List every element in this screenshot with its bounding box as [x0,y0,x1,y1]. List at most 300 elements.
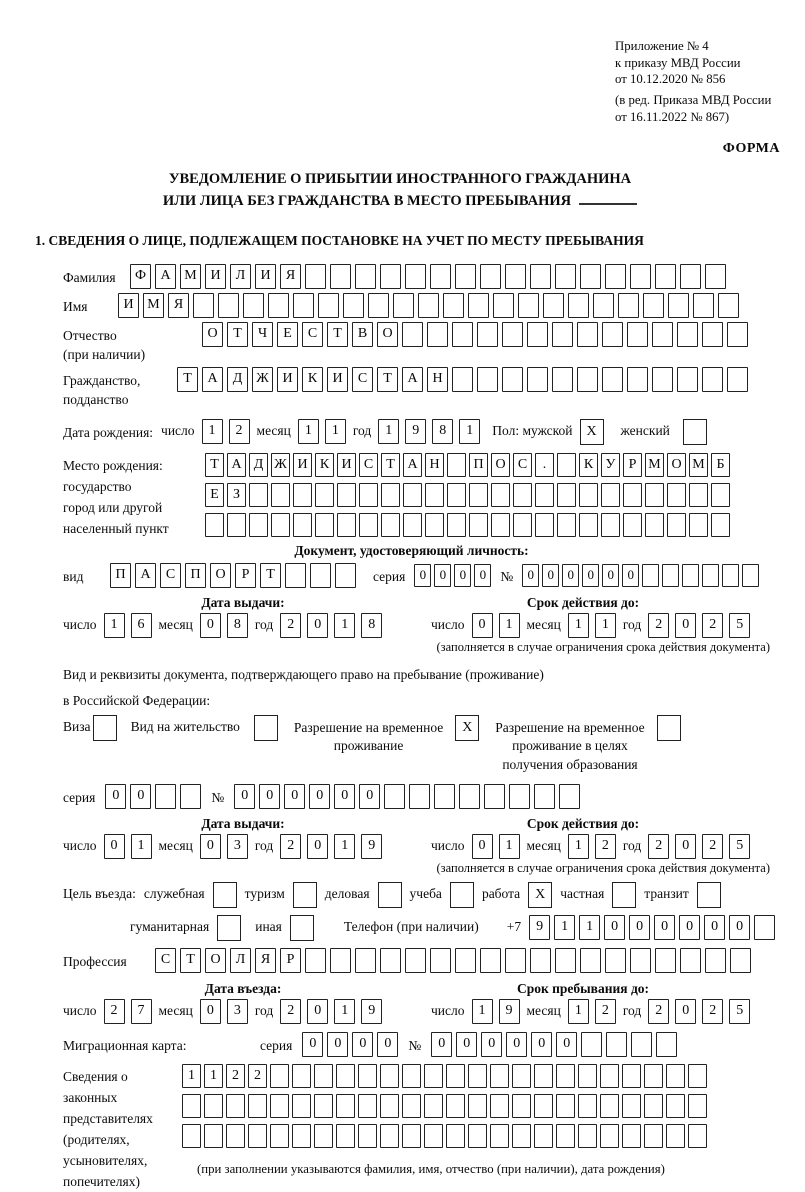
char-box[interactable]: Я [280,264,301,289]
char-box[interactable] [405,948,426,973]
char-box[interactable]: 5 [729,999,750,1024]
char-box[interactable]: 0 [327,1032,348,1057]
char-box[interactable] [380,264,401,289]
char-box[interactable]: 0 [284,784,305,809]
char-box[interactable] [310,563,331,588]
char-box[interactable] [468,1094,487,1118]
char-box[interactable] [468,293,489,318]
char-box[interactable] [402,1094,421,1118]
char-box[interactable] [335,563,356,588]
char-box[interactable] [668,293,689,318]
char-box[interactable] [742,564,759,587]
char-box[interactable] [292,1064,311,1088]
char-box[interactable]: Ф [130,264,151,289]
char-box[interactable]: 0 [434,564,451,587]
char-box[interactable] [305,948,326,973]
char-box[interactable] [459,784,480,809]
char-box[interactable]: О [667,453,686,477]
char-box[interactable]: 0 [675,999,696,1024]
char-box[interactable] [285,563,306,588]
char-box[interactable] [602,367,623,392]
char-box[interactable]: 8 [432,419,453,444]
char-box[interactable] [180,784,201,809]
char-box[interactable]: Н [425,453,444,477]
char-box[interactable] [722,564,739,587]
char-box[interactable]: 0 [481,1032,502,1057]
char-box[interactable] [402,322,423,347]
char-box[interactable] [409,784,430,809]
char-box[interactable] [682,564,699,587]
char-box[interactable] [402,1124,421,1148]
char-box[interactable] [314,1094,333,1118]
char-box[interactable]: 2 [104,999,125,1024]
char-box[interactable] [680,948,701,973]
char-box[interactable]: 1 [298,419,319,444]
char-box[interactable] [270,1124,289,1148]
char-box[interactable] [418,293,439,318]
char-box[interactable]: Р [623,453,642,477]
char-box[interactable]: 2 [702,613,723,638]
char-box[interactable] [393,293,414,318]
char-box[interactable]: 0 [130,784,151,809]
sex-male-checkbox[interactable]: X [580,419,604,445]
char-box[interactable]: П [110,563,131,588]
purpose-commercial-checkbox[interactable] [378,882,402,908]
char-box[interactable] [271,513,290,537]
char-box[interactable] [559,784,580,809]
char-box[interactable] [600,1124,619,1148]
char-box[interactable]: 0 [104,834,125,859]
char-box[interactable] [754,915,775,940]
char-box[interactable] [578,1124,597,1148]
char-box[interactable] [218,293,239,318]
char-box[interactable] [455,948,476,973]
char-box[interactable]: 0 [105,784,126,809]
char-box[interactable] [552,367,573,392]
char-box[interactable] [505,948,526,973]
char-box[interactable] [568,293,589,318]
char-box[interactable] [555,948,576,973]
char-box[interactable]: 0 [675,834,696,859]
char-box[interactable]: 0 [622,564,639,587]
char-box[interactable] [655,948,676,973]
char-box[interactable] [480,264,501,289]
char-box[interactable] [424,1124,443,1148]
char-box[interactable] [293,483,312,507]
char-box[interactable]: 0 [542,564,559,587]
char-box[interactable]: К [315,453,334,477]
char-box[interactable] [447,453,466,477]
char-box[interactable]: 0 [472,834,493,859]
char-box[interactable] [702,564,719,587]
char-box[interactable]: 0 [307,613,328,638]
char-box[interactable]: М [143,293,164,318]
char-box[interactable]: 0 [729,915,750,940]
char-box[interactable]: 1 [202,419,223,444]
char-box[interactable] [502,322,523,347]
char-box[interactable]: Л [230,948,251,973]
char-box[interactable] [490,1124,509,1148]
char-box[interactable]: Т [227,322,248,347]
char-box[interactable] [680,264,701,289]
purpose-work-checkbox[interactable]: X [528,882,552,908]
char-box[interactable] [518,293,539,318]
char-box[interactable] [452,367,473,392]
char-box[interactable] [656,1032,677,1057]
char-box[interactable] [534,1124,553,1148]
char-box[interactable] [645,483,664,507]
char-box[interactable]: 2 [226,1064,245,1088]
char-box[interactable] [425,513,444,537]
char-box[interactable]: 5 [729,613,750,638]
char-box[interactable]: 0 [234,784,255,809]
char-box[interactable]: 1 [568,999,589,1024]
char-box[interactable]: 1 [325,419,346,444]
char-box[interactable]: 1 [334,834,355,859]
char-box[interactable] [630,948,651,973]
char-box[interactable]: О [491,453,510,477]
char-box[interactable] [315,483,334,507]
char-box[interactable] [644,1124,663,1148]
char-box[interactable]: 2 [648,834,669,859]
char-box[interactable] [424,1094,443,1118]
char-box[interactable] [268,293,289,318]
char-box[interactable]: У [601,453,620,477]
char-box[interactable]: 0 [562,564,579,587]
purpose-study-checkbox[interactable] [450,882,474,908]
char-box[interactable] [543,293,564,318]
char-box[interactable]: 0 [200,999,221,1024]
char-box[interactable]: 1 [334,999,355,1024]
char-box[interactable]: 0 [414,564,431,587]
char-box[interactable] [623,513,642,537]
char-box[interactable] [355,948,376,973]
char-box[interactable] [578,1094,597,1118]
char-box[interactable] [447,513,466,537]
purpose-humanitarian-checkbox[interactable] [217,915,241,941]
char-box[interactable] [689,483,708,507]
char-box[interactable] [702,367,723,392]
char-box[interactable] [677,367,698,392]
char-box[interactable] [384,784,405,809]
char-box[interactable] [502,367,523,392]
char-box[interactable] [314,1124,333,1148]
char-box[interactable]: 0 [629,915,650,940]
char-box[interactable] [248,1124,267,1148]
char-box[interactable]: 2 [280,834,301,859]
char-box[interactable]: 7 [131,999,152,1024]
char-box[interactable] [534,1064,553,1088]
char-box[interactable]: И [205,264,226,289]
char-box[interactable] [645,513,664,537]
char-box[interactable] [446,1094,465,1118]
char-box[interactable] [527,367,548,392]
char-box[interactable]: 0 [200,613,221,638]
char-box[interactable]: 0 [522,564,539,587]
char-box[interactable]: И [337,453,356,477]
char-box[interactable] [493,293,514,318]
char-box[interactable] [512,1094,531,1118]
char-box[interactable] [330,948,351,973]
char-box[interactable] [381,513,400,537]
char-box[interactable]: 1 [204,1064,223,1088]
char-box[interactable] [711,513,730,537]
char-box[interactable] [534,784,555,809]
char-box[interactable] [688,1124,707,1148]
char-box[interactable] [513,513,532,537]
char-box[interactable] [662,564,679,587]
char-box[interactable] [623,483,642,507]
char-box[interactable]: А [135,563,156,588]
char-box[interactable] [652,322,673,347]
char-box[interactable]: Н [427,367,448,392]
char-box[interactable]: 1 [568,613,589,638]
char-box[interactable] [204,1094,223,1118]
char-box[interactable]: 1 [131,834,152,859]
char-box[interactable] [535,513,554,537]
char-box[interactable] [405,264,426,289]
char-box[interactable] [424,1064,443,1088]
char-box[interactable] [434,784,455,809]
char-box[interactable]: Т [260,563,281,588]
char-box[interactable]: 0 [259,784,280,809]
char-box[interactable]: Д [249,453,268,477]
char-box[interactable] [330,264,351,289]
char-box[interactable]: В [352,322,373,347]
purpose-business-checkbox[interactable] [213,882,237,908]
char-box[interactable] [622,1094,641,1118]
char-box[interactable] [601,483,620,507]
char-box[interactable]: М [645,453,664,477]
char-box[interactable] [622,1064,641,1088]
char-box[interactable] [689,513,708,537]
char-box[interactable] [579,483,598,507]
char-box[interactable] [601,513,620,537]
char-box[interactable]: 2 [280,613,301,638]
char-box[interactable] [469,513,488,537]
char-box[interactable] [226,1094,245,1118]
char-box[interactable] [477,367,498,392]
char-box[interactable] [535,483,554,507]
char-box[interactable]: С [160,563,181,588]
char-box[interactable]: П [469,453,488,477]
char-box[interactable]: И [327,367,348,392]
char-box[interactable] [490,1064,509,1088]
char-box[interactable] [530,264,551,289]
char-box[interactable]: 2 [648,613,669,638]
char-box[interactable]: 0 [506,1032,527,1057]
char-box[interactable] [402,1064,421,1088]
temp-residence-checkbox[interactable]: X [455,715,479,741]
char-box[interactable]: 2 [248,1064,267,1088]
char-box[interactable] [580,264,601,289]
char-box[interactable]: А [202,367,223,392]
char-box[interactable] [337,513,356,537]
char-box[interactable]: 0 [200,834,221,859]
char-box[interactable]: О [210,563,231,588]
char-box[interactable] [556,1094,575,1118]
char-box[interactable] [484,784,505,809]
char-box[interactable] [355,264,376,289]
char-box[interactable] [293,293,314,318]
char-box[interactable]: А [155,264,176,289]
char-box[interactable] [606,1032,627,1057]
char-box[interactable] [666,1094,685,1118]
char-box[interactable]: 0 [704,915,725,940]
char-box[interactable] [557,483,576,507]
char-box[interactable]: 0 [531,1032,552,1057]
char-box[interactable] [243,293,264,318]
char-box[interactable] [446,1064,465,1088]
char-box[interactable] [403,513,422,537]
char-box[interactable] [644,1094,663,1118]
char-box[interactable] [155,784,176,809]
char-box[interactable] [602,322,623,347]
char-box[interactable] [627,367,648,392]
char-box[interactable] [555,264,576,289]
char-box[interactable] [270,1064,289,1088]
char-box[interactable]: 2 [702,834,723,859]
char-box[interactable] [622,1124,641,1148]
char-box[interactable] [359,483,378,507]
char-box[interactable]: 2 [648,999,669,1024]
char-box[interactable]: С [513,453,532,477]
char-box[interactable] [292,1124,311,1148]
char-box[interactable] [315,513,334,537]
char-box[interactable] [534,1094,553,1118]
char-box[interactable]: 9 [361,999,382,1024]
char-box[interactable] [513,483,532,507]
char-box[interactable] [468,1124,487,1148]
char-box[interactable]: 1 [595,613,616,638]
char-box[interactable]: 8 [227,613,248,638]
char-box[interactable]: Р [235,563,256,588]
char-box[interactable] [577,322,598,347]
char-box[interactable]: 0 [556,1032,577,1057]
char-box[interactable] [688,1094,707,1118]
char-box[interactable] [226,1124,245,1148]
char-box[interactable]: 1 [459,419,480,444]
sex-female-checkbox[interactable] [683,419,707,445]
char-box[interactable] [249,513,268,537]
char-box[interactable]: Т [327,322,348,347]
char-box[interactable] [336,1064,355,1088]
char-box[interactable] [336,1124,355,1148]
char-box[interactable]: Д [227,367,248,392]
char-box[interactable]: 0 [456,1032,477,1057]
purpose-private-checkbox[interactable] [612,882,636,908]
char-box[interactable] [705,948,726,973]
char-box[interactable] [447,483,466,507]
char-box[interactable] [403,483,422,507]
char-box[interactable]: Е [277,322,298,347]
char-box[interactable] [359,513,378,537]
char-box[interactable] [605,948,626,973]
char-box[interactable]: И [255,264,276,289]
char-box[interactable] [477,322,498,347]
char-box[interactable]: Е [205,483,224,507]
char-box[interactable] [688,1064,707,1088]
char-box[interactable] [600,1064,619,1088]
char-box[interactable] [446,1124,465,1148]
char-box[interactable] [204,1124,223,1148]
char-box[interactable] [579,513,598,537]
char-box[interactable]: 6 [131,613,152,638]
char-box[interactable]: 2 [702,999,723,1024]
char-box[interactable] [205,513,224,537]
char-box[interactable] [581,1032,602,1057]
char-box[interactable]: 0 [454,564,471,587]
char-box[interactable]: 0 [431,1032,452,1057]
char-box[interactable]: 0 [679,915,700,940]
char-box[interactable]: 0 [334,784,355,809]
char-box[interactable]: М [689,453,708,477]
char-box[interactable] [556,1124,575,1148]
char-box[interactable]: 0 [352,1032,373,1057]
char-box[interactable] [380,1094,399,1118]
char-box[interactable]: 0 [472,613,493,638]
char-box[interactable]: Ж [252,367,273,392]
char-box[interactable] [512,1064,531,1088]
char-box[interactable]: И [293,453,312,477]
char-box[interactable] [593,293,614,318]
char-box[interactable] [380,948,401,973]
char-box[interactable] [512,1124,531,1148]
char-box[interactable] [580,948,601,973]
char-box[interactable]: И [118,293,139,318]
char-box[interactable] [667,483,686,507]
char-box[interactable]: 1 [182,1064,201,1088]
char-box[interactable] [652,367,673,392]
char-box[interactable]: Ж [271,453,290,477]
char-box[interactable] [705,264,726,289]
char-box[interactable] [618,293,639,318]
char-box[interactable]: 8 [361,613,382,638]
char-box[interactable] [193,293,214,318]
char-box[interactable] [605,264,626,289]
char-box[interactable]: 0 [602,564,619,587]
char-box[interactable]: Т [180,948,201,973]
char-box[interactable] [642,564,659,587]
char-box[interactable]: 9 [405,419,426,444]
char-box[interactable] [643,293,664,318]
purpose-tourism-checkbox[interactable] [293,882,317,908]
char-box[interactable] [644,1064,663,1088]
char-box[interactable] [380,1124,399,1148]
char-box[interactable]: 0 [377,1032,398,1057]
char-box[interactable]: 0 [359,784,380,809]
char-box[interactable]: 3 [227,834,248,859]
char-box[interactable] [452,322,473,347]
char-box[interactable] [318,293,339,318]
char-box[interactable]: 1 [579,915,600,940]
char-box[interactable]: 0 [675,613,696,638]
char-box[interactable]: С [302,322,323,347]
char-box[interactable] [248,1094,267,1118]
char-box[interactable] [727,367,748,392]
purpose-other-checkbox[interactable] [290,915,314,941]
char-box[interactable]: М [180,264,201,289]
char-box[interactable]: С [359,453,378,477]
char-box[interactable] [490,1094,509,1118]
char-box[interactable]: 0 [654,915,675,940]
char-box[interactable]: 9 [529,915,550,940]
char-box[interactable]: К [579,453,598,477]
char-box[interactable] [227,513,246,537]
char-box[interactable] [711,483,730,507]
char-box[interactable]: . [535,453,554,477]
char-box[interactable]: С [155,948,176,973]
